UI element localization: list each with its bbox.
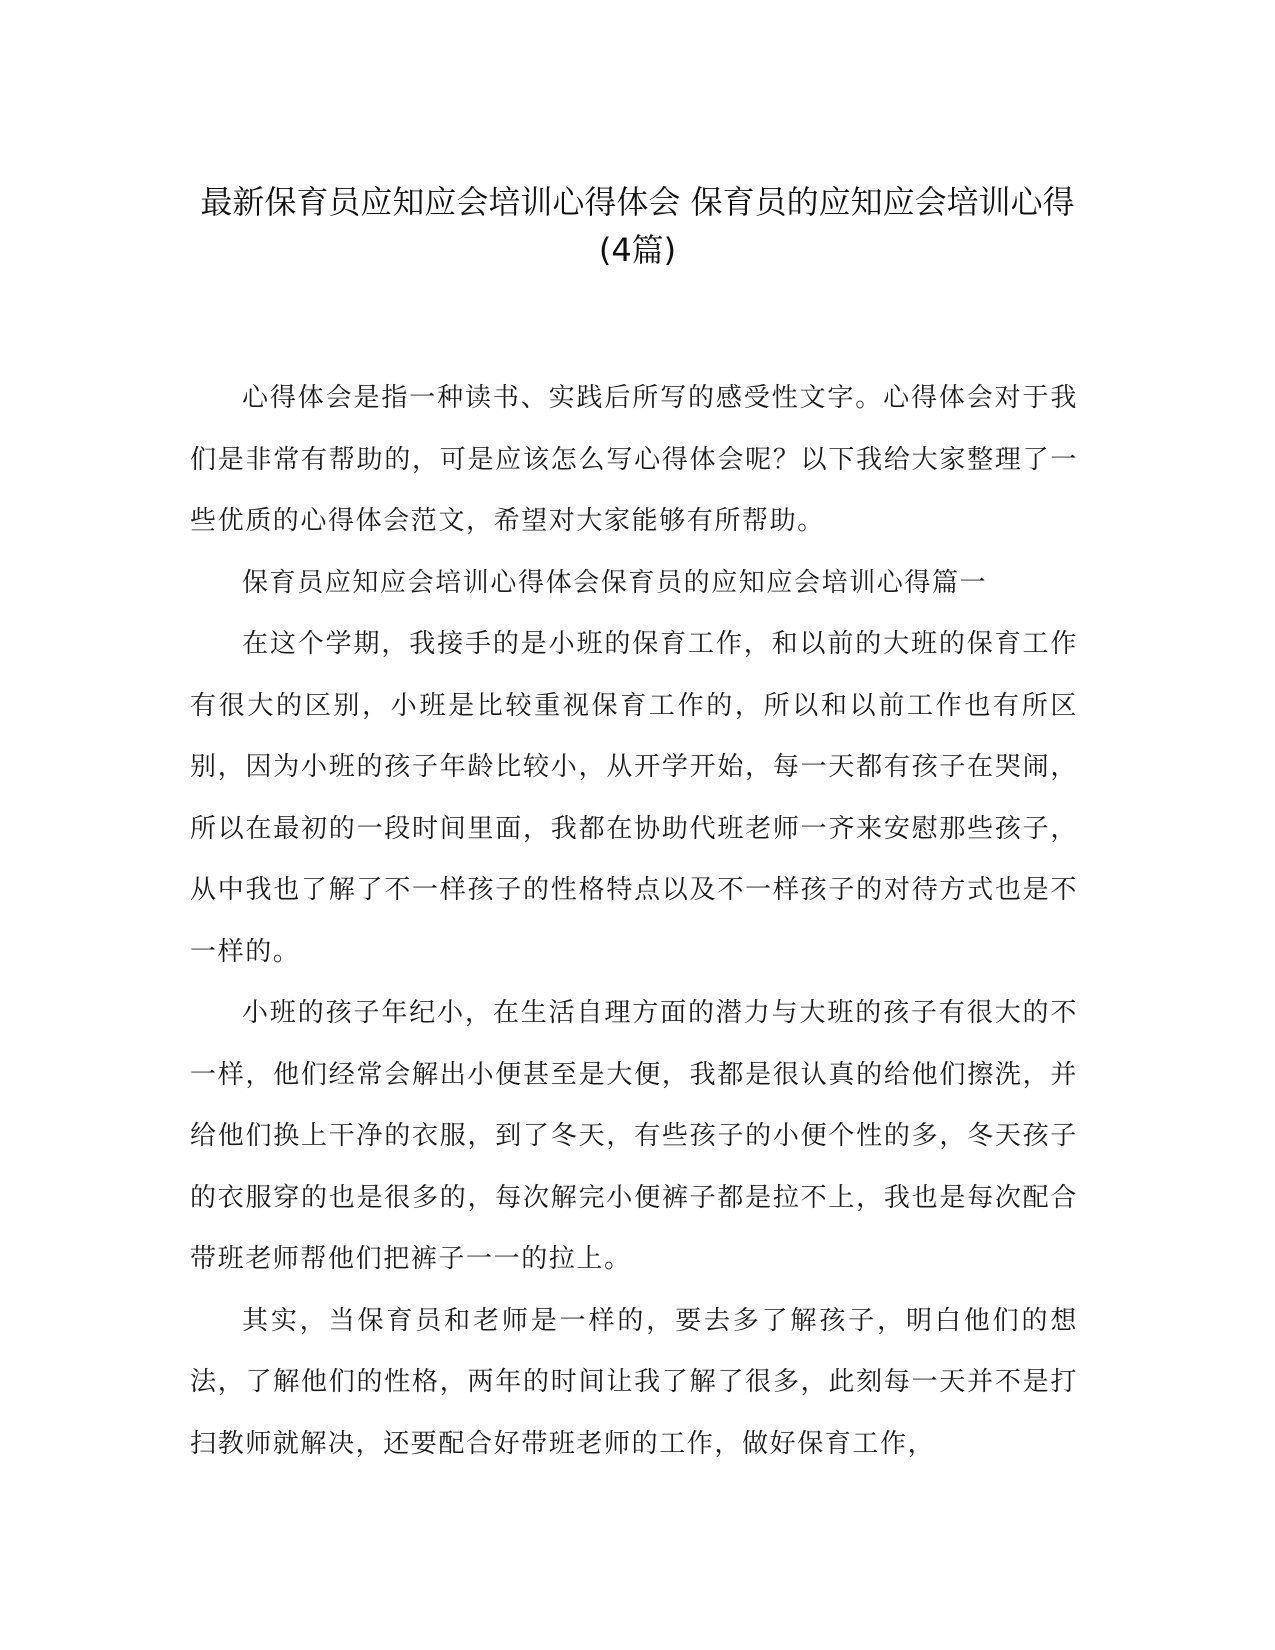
document-title: 最新保育员应知应会培训心得体会 保育员的应知应会培训心得(4篇) (200, 183, 1075, 269)
paragraph-body-2: 小班的孩子年纪小，在生活自理方面的潜力与大班的孩子有很大的不一样，他们经常会解出小便甚至是大便，我都是很认真的给他们擦洗，并给他们换上干净的衣服，到了冬天，有些孩子的小便个性的多，冬天孩子的衣服穿的也是很多的，每次解完小便裤子都是拉不上，我也是每次配合带班老师帮他们把裤子一一的拉上。 (190, 998, 1078, 1274)
paragraph-body-1: 在这个学期，我接手的是小班的保育工作，和以前的大班的保育工作有很大的区别，小班是比较重视保育工作的，所以和以前工作也有所区别，因为小班的孩子年龄比较小，从开学开始，每一天都有孩子在哭闹，所以在最初的一段时间里面，我都在协助代班老师一齐来安慰那些孩子，从中我也了解了不一样孩子的性格特点以及不一样孩子的对待方式也是不一样的。 (190, 629, 1078, 967)
paragraph-section-heading: 保育员应知应会培训心得体会保育员的应知应会培训心得篇一 (242, 567, 988, 598)
paragraph-body-3: 其实，当保育员和老师是一样的，要去多了解孩子，明白他们的想法，了解他们的性格，两年的时间让我了解了很多，此刻每一天并不是打扫教师就解决，还要配合好带班老师的工作，做好保育工作， (190, 1305, 1078, 1459)
document-body (190, 368, 1078, 1475)
paragraph-intro: 心得体会是指一种读书、实践后所写的感受性文字。心得体会对于我们是非常有帮助的，可是应该怎么写心得体会呢？以下我给大家整理了一些优质的心得体会范文，希望对大家能够有所帮助。 (190, 383, 1078, 536)
